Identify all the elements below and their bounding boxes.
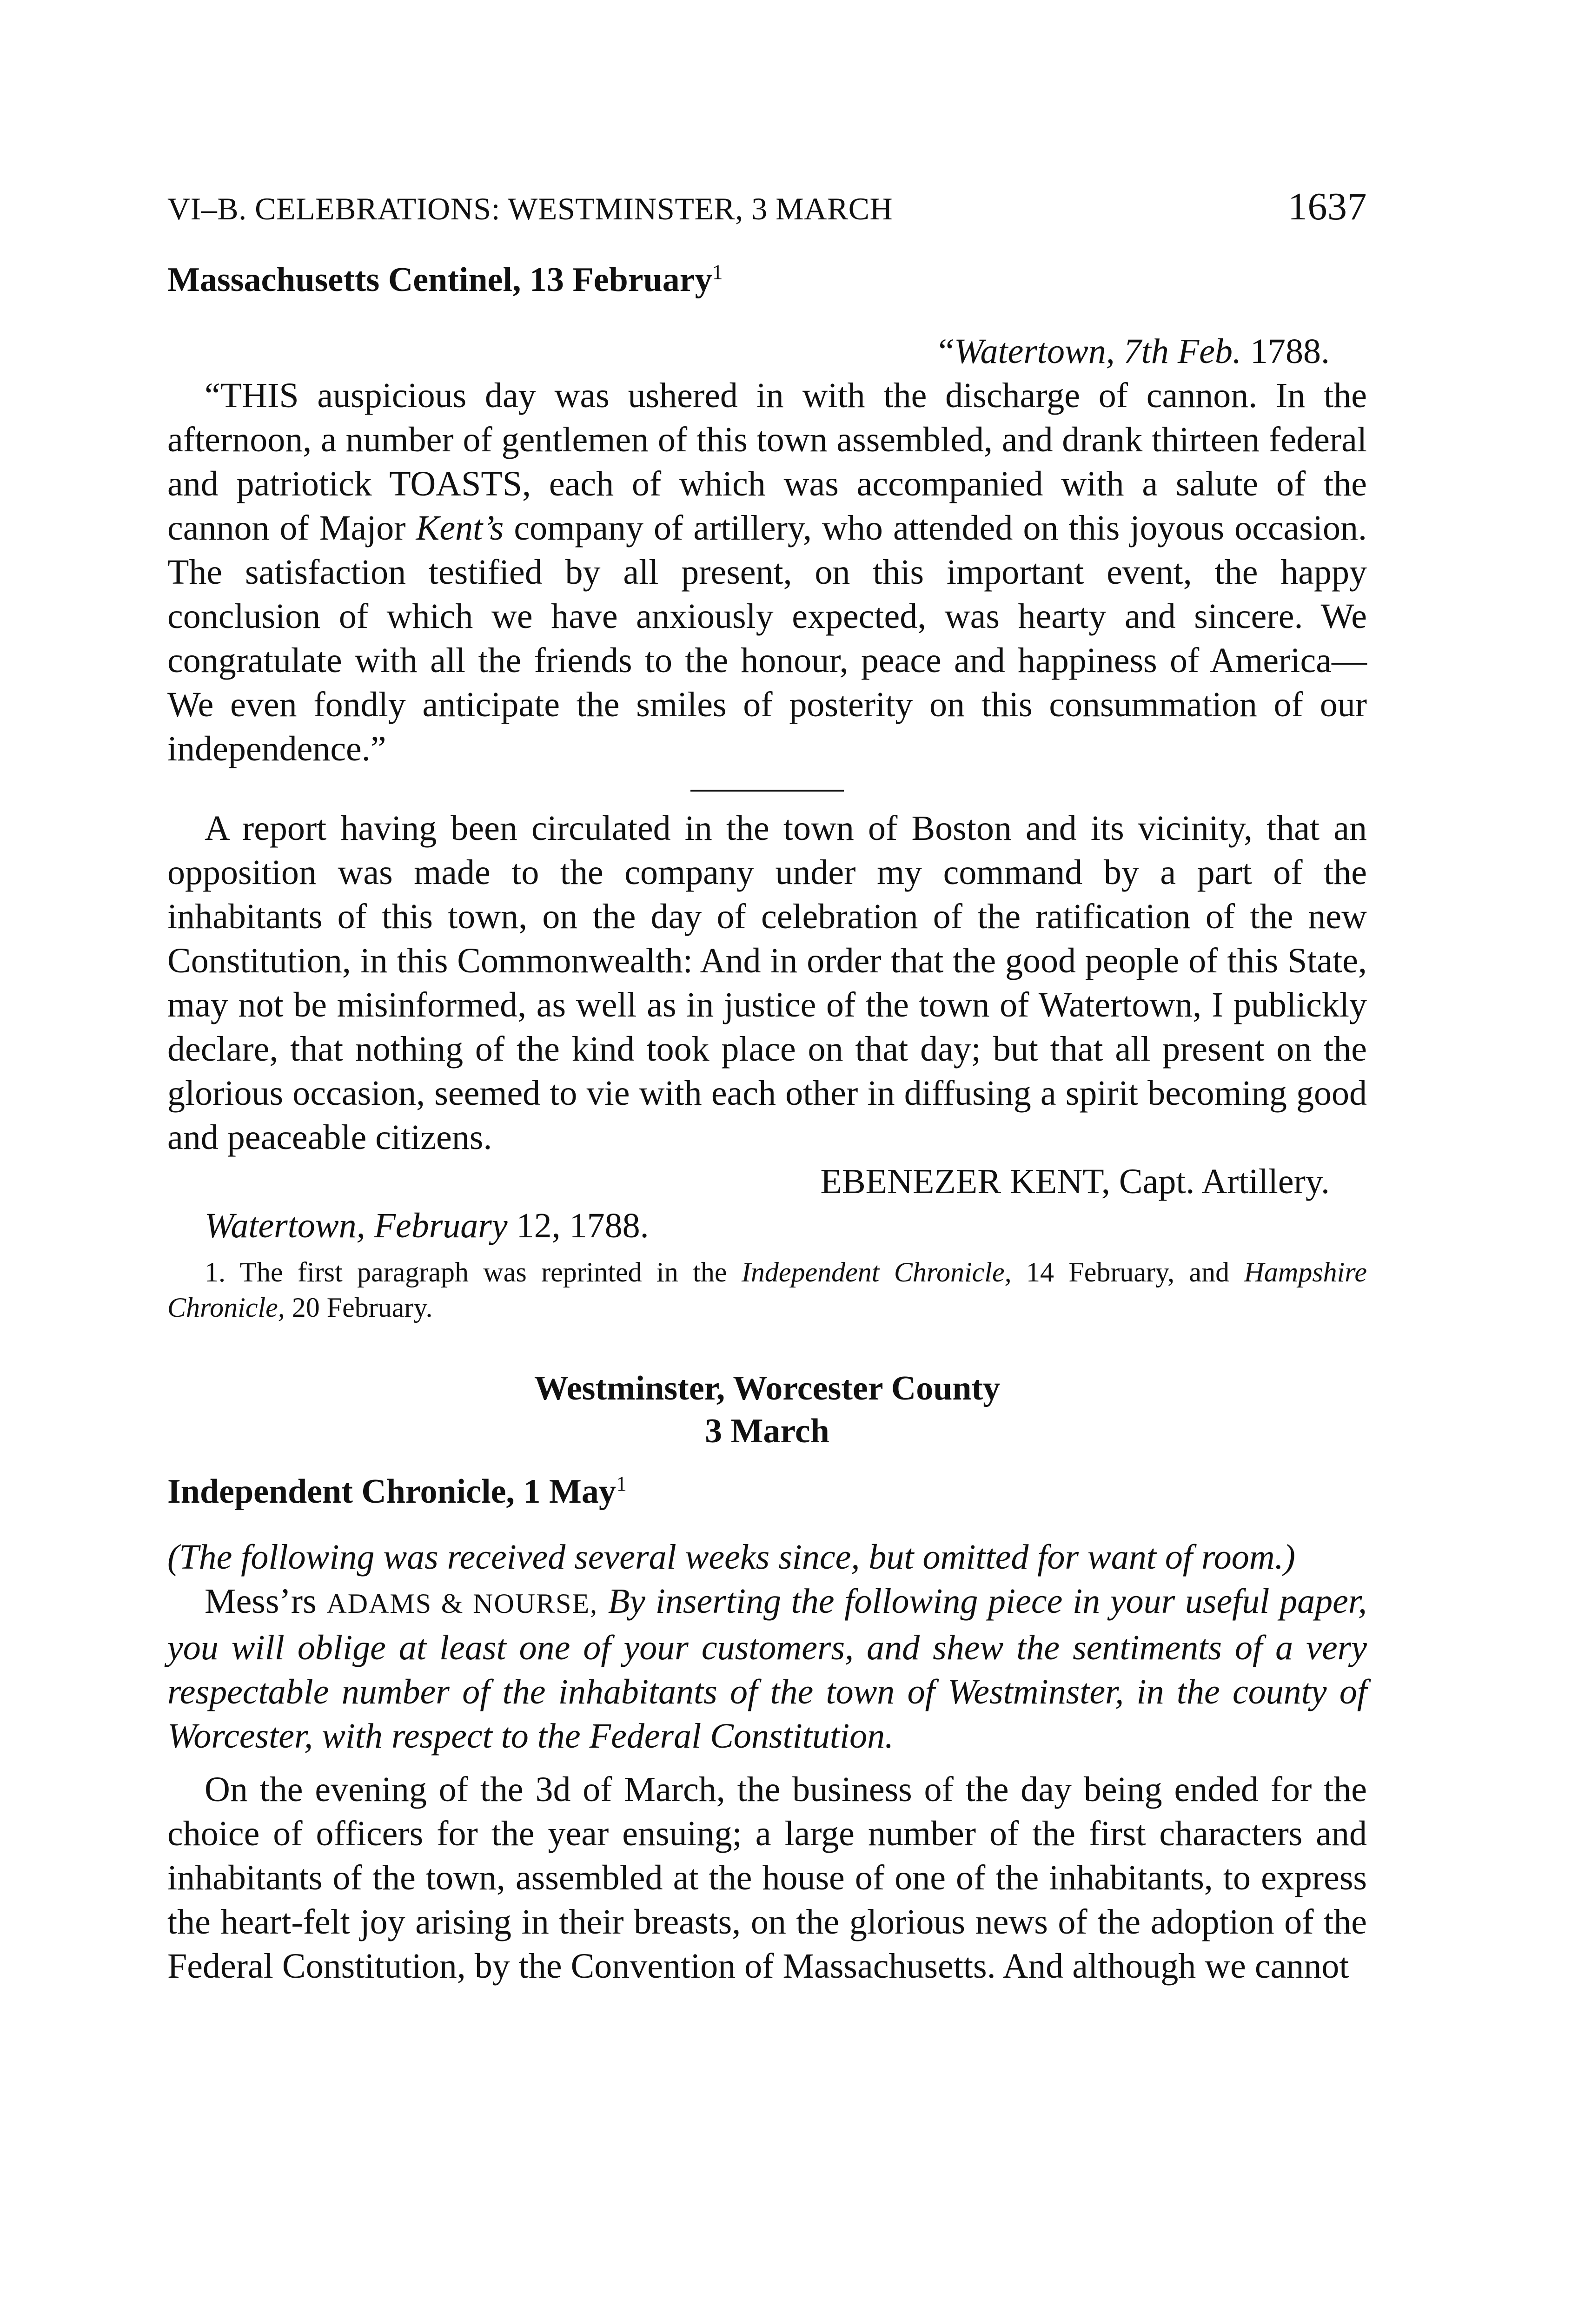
running-head-title: VI–B. CELEBRATIONS: WESTMINSTER, 3 MARCH (167, 191, 893, 226)
printer-names: ADAMS & NOURSE, (326, 1588, 598, 1619)
paragraph-toasts-end: company of artillery, who attended on this joyous occasion. The satisfaction testified by all present, on this important event, the happy conclusion of which we have anxiously expected, was hearty and sincere. We congratulate with all the friends to the honour, peace and happiness of America—We even fondly anticipate the smiles of posterity on this consummation of our independence.” (167, 508, 1367, 768)
dateline-open-quote: “ (938, 331, 955, 371)
footnote-1 (167, 1254, 1367, 1325)
footnote-mid: 14 February, and (1011, 1256, 1244, 1287)
westminster-date: 3 March (705, 1412, 829, 1450)
signed-dateline-italic: Watertown, February (205, 1206, 508, 1245)
footnote-marker: 1 (712, 260, 723, 284)
dateline (167, 330, 1367, 374)
address-lead: Mess’rs (205, 1582, 327, 1621)
westminster-title: Westminster, Worcester County (534, 1369, 1001, 1407)
signed-dateline-rest: 12, 1788. (507, 1206, 649, 1245)
paragraph-toasts-text: “THIS auspicious day was ushered in with the discharge of cannon. In the afternoon, a number of gentlemen of this town assembled, and drank thirteen federal and patriotick TOASTS, each of which was accompanied with a salute of the cannon of Major (167, 376, 1367, 548)
footnote-start: 1. The first paragraph was reprinted in the (205, 1256, 742, 1287)
signer: EBENEZER KENT, Capt. Artillery. (820, 1162, 1330, 1201)
editor-note (167, 1535, 1367, 1579)
paragraph-report: A report having been circulated in the town of Boston and its vicinity, that an opposition was made to the company under my command by a part of the inhabitants of this town, on the day of celebration of the ratification of the new Constitution, in this Commonwealth: And in order that the good people of this State, may not be misinformed, as well as in justice of the town of Watertown, I publickly declare, that nothing of the kind took place on that day; but that all present on the glorious occasion, seemed to vie with each other in diffusing a spirit becoming good and peaceable citizens. (167, 808, 1367, 1157)
page-content (167, 184, 1367, 1988)
page-number: 1637 (1288, 185, 1367, 228)
signed-dateline (167, 1204, 1367, 1248)
heading-text: Independent Chronicle, 1 May (167, 1472, 616, 1511)
dateline-year: 1788. (1241, 331, 1330, 371)
editor-note-text: (The following was received several weeks since, but omitted for want of room.) (167, 1538, 1295, 1577)
paragraph-evening: On the evening of the 3d of March, the business of the day being ended for the choice of officers for the year ensuing; a large number of the first characters and inhabitants of the town, assembled at the house of one of the inhabitants, to express the heart-felt joy arising in their breasts, on the glorious news of the adoption of the Federal Constitution, by the Convention of Massachusetts. And although we cannot (167, 1770, 1367, 1986)
paragraph-toasts (167, 374, 1367, 771)
footnote-italic-1: Independent Chronicle, (741, 1256, 1012, 1287)
address-paragraph (167, 1579, 1367, 1758)
section-heading-centinel (167, 259, 1367, 301)
footnote-end: 20 February. (285, 1292, 433, 1323)
kents-italic: Kent’s (416, 508, 504, 548)
dateline-place: Watertown, 7th Feb. (954, 331, 1241, 371)
footnote-italic-2: Hampshire Chronicle, (167, 1256, 1367, 1323)
address-italic: By inserting the following piece in your useful paper, you will oblige at least one of your customers, and shew the sentiments of a very respectable number of the inhabitants of the town of Westminster, in the county of Worcester, with respect to the Federal Constitution. (167, 1582, 1367, 1756)
running-head (167, 184, 1367, 231)
footnote-marker: 1 (616, 1471, 627, 1495)
section-heading-chronicle (167, 1471, 1367, 1512)
heading-text: Massachusetts Centinel, 13 February (167, 260, 712, 299)
